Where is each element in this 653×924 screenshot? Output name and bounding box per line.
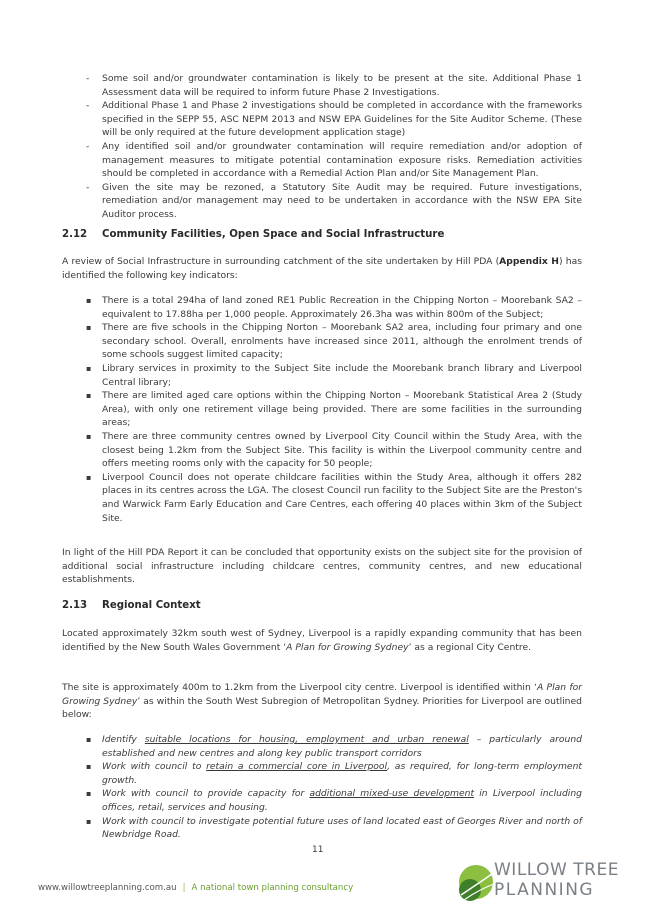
- list-item: ▪ Work with council to provide capacity for additional mixed-use development in Liverpool including offices, retail, services and housing.: [86, 787, 582, 814]
- list-item: - Any identified soil and/or groundwater contamination will require remediation and/or adoption of management measures to mitigate potential contamination exposure risks. Remediation activities should be completed in accordance with a Remedial Action Plan and/or Site Management Plan.: [86, 140, 582, 181]
- footer-url-link[interactable]: www.willowtreeplanning.com.au: [38, 883, 177, 893]
- footer-tagline: A national town planning consultancy: [191, 883, 354, 893]
- section-title: Regional Context: [102, 600, 201, 611]
- footer-separator: |: [182, 883, 186, 893]
- paragraph-text: Located approximately 32km south west of Sydney, Liverpool is a rapidly expanding community that has been identified by the New South Wales Government ‘: [62, 628, 582, 653]
- paragraph-text: The site is approximately 400m to 1.2km from the Liverpool city centre. Liverpool is identified within ‘: [62, 682, 537, 693]
- paragraph-text: ’ as a regional City Centre.: [408, 641, 532, 653]
- list-item: ▪ There are five schools in the Chipping Norton – Moorebank SA2 area, including four primary and one secondary school. Overall, enrolments have increased since 2011, although the enrolment trends of some schools suggest limited capacity;: [86, 321, 582, 362]
- section-heading-2-12: [62, 229, 444, 240]
- contamination-list: [86, 72, 582, 222]
- list-item: ▪ Identify suitable locations for housing, employment and urban renewal – particularly around established and new centres and along key public transport corridors: [86, 733, 582, 760]
- conclusion-paragraph: In light of the Hill PDA Report it can be concluded that opportunity exists on the subject site for the provision of additional social infrastructure including childcare centres, community centres, and new educational establishments.: [62, 547, 582, 586]
- list-item: ▪ Liverpool Council does not operate childcare facilities within the Study Area, although it offers 282 places in its centres across the LGA. The closest Council run facility to the Subject Site are the Preston's and Warwick Farm Early Education and Care Centres, each offering 40 places within 3km of the Subject Site.: [86, 471, 582, 525]
- list-item: ▪ There is a total 294ha of land zoned RE1 Public Recreation in the Chipping Norton – Moorebank SA2 – equivalent to 17.88ha per 1,000 people. Approximately 26.3ha was within 800m of the Subject;: [86, 294, 582, 321]
- list-item: - Some soil and/or groundwater contamination is likely to be present at the site. Additional Phase 1 Assessment data will be required to inform future Phase 2 Investigations.: [86, 72, 582, 99]
- social-infrastructure-intro: [62, 255, 582, 282]
- intro-text: ) has identified the following key indicators:: [62, 256, 582, 281]
- appendix-reference: Appendix H: [499, 256, 559, 267]
- list-item: ▪ Library services in proximity to the Subject Site include the Moorebank branch library and Liverpool Central library;: [86, 362, 582, 389]
- logo-line-2: PLANNING: [494, 880, 595, 900]
- logo-wordmark: [494, 862, 619, 899]
- page-number: 11: [312, 845, 324, 855]
- list-item: - Additional Phase 1 and Phase 2 investigations should be completed in accordance with the frameworks specified in the SEPP 55, ASC NEPM 2013 and NSW EPA Guidelines for the Site Auditor Scheme. (These will be only required at the future development application stage): [86, 99, 582, 140]
- section-number: 2.12: [62, 229, 88, 240]
- intro-text: A review of Social Infrastructure in surrounding catchment of the site undertaken by Hill PDA (: [62, 256, 500, 267]
- list-item: ▪ There are limited aged care options within the Chipping Norton – Moorebank Statistical Area 2 (Study Area), with only one retirement village being provided. There are some facilities in the surrounding areas;: [86, 389, 582, 430]
- site-location-paragraph: [62, 681, 582, 722]
- section-number: 2.13: [62, 600, 88, 611]
- logo-line-1: WILLOW TREE: [494, 860, 619, 880]
- list-item: ▪ There are three community centres owned by Liverpool City Council within the Study Area, with the closest being 1.2km from the Subject Site. This facility is within the Liverpool community centre and offers meeting rooms only with the capacity for 50 people;: [86, 430, 582, 471]
- list-item: ▪ Work with council to retain a commercial core in Liverpool, as required, for long-term employment growth.: [86, 760, 582, 787]
- section-title: Community Facilities, Open Space and Social Infrastructure: [102, 229, 445, 240]
- section-heading-2-13: [62, 600, 201, 611]
- regional-context-paragraph: [62, 627, 582, 654]
- paragraph-text: ’ as within the South West Subregion of Metropolitan Sydney. Priorities for Liverpool are outlined below:: [62, 695, 582, 721]
- plan-title: A Plan for Growing Sydney: [286, 641, 409, 653]
- list-item: ▪ Work with council to investigate potential future uses of land located east of Georges River and north of Newbridge Road.: [86, 815, 582, 842]
- liverpool-priorities-list: [86, 733, 582, 842]
- footer: [38, 883, 353, 893]
- plan-title: A Plan for Growing Sydney: [62, 682, 582, 707]
- key-indicators-list: [86, 294, 582, 525]
- list-item: - Given the site may be rezoned, a Statutory Site Audit may be required. Future investigations, remediation and/or management may need to be undertaken in accordance with the NSW EPA Site Auditor process.: [86, 181, 582, 222]
